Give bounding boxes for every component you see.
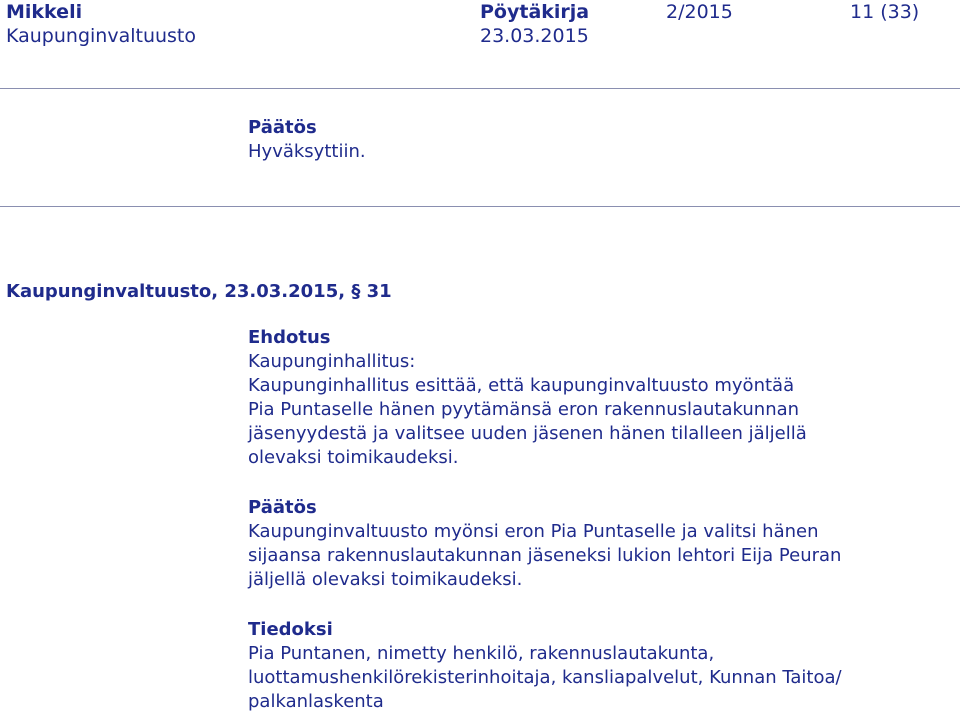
notices-line: Pia Puntanen, nimetty henkilö, rakennuslautakunta,: [248, 643, 715, 664]
proposal-heading: Ehdotus: [248, 327, 331, 348]
prev-decision-section: [248, 116, 366, 164]
notices-line: luottamushenkilörekisterinhoitaja, kansliapalvelut, Kunnan Taitoa/: [248, 667, 842, 688]
decision-line: Kaupunginvaltuusto myönsi eron Pia Puntaselle ja valitsi hänen: [248, 521, 819, 542]
proposal-line: Kaupunginhallitus:: [248, 351, 416, 372]
notices-section: [248, 618, 842, 714]
header-doc-type: Pöytäkirja: [480, 1, 590, 23]
section-divider: [0, 206, 960, 207]
prev-decision-text: Hyväksyttiin.: [248, 141, 366, 162]
proposal-line: Pia Puntaselle hänen pyytämänsä eron rakennuslautakunnan: [248, 399, 800, 420]
proposal-line: olevaksi toimikaudeksi.: [248, 447, 459, 468]
header-body: Kaupunginvaltuusto: [6, 25, 197, 47]
decision-heading: Päätös: [248, 497, 317, 518]
notices-heading: Tiedoksi: [248, 619, 333, 640]
decision-line: sijaansa rakennuslautakunnan jäseneksi lukion lehtori Eija Peuran: [248, 545, 842, 566]
decision-section: [248, 496, 841, 592]
proposal-line: Kaupunginhallitus esittää, että kaupunginvaltuusto myöntää: [248, 375, 795, 396]
notices-line: palkanlaskenta: [248, 691, 384, 712]
header-date: 23.03.2015: [480, 25, 589, 47]
proposal-line: jäsenyydestä ja valitsee uuden jäsenen hänen tilalleen jäljellä: [248, 423, 807, 444]
prev-decision-heading: Päätös: [248, 117, 317, 138]
header-divider: [0, 88, 960, 89]
case-title: Kaupunginvaltuusto, 23.03.2015, § 31: [6, 281, 392, 302]
header-doc-number: 2/2015: [666, 1, 733, 23]
header-organization: Mikkeli: [6, 1, 83, 23]
header-page-number: 11 (33): [850, 1, 920, 23]
proposal-section: [248, 326, 807, 470]
decision-line: jäljellä olevaksi toimikaudeksi.: [248, 569, 523, 590]
